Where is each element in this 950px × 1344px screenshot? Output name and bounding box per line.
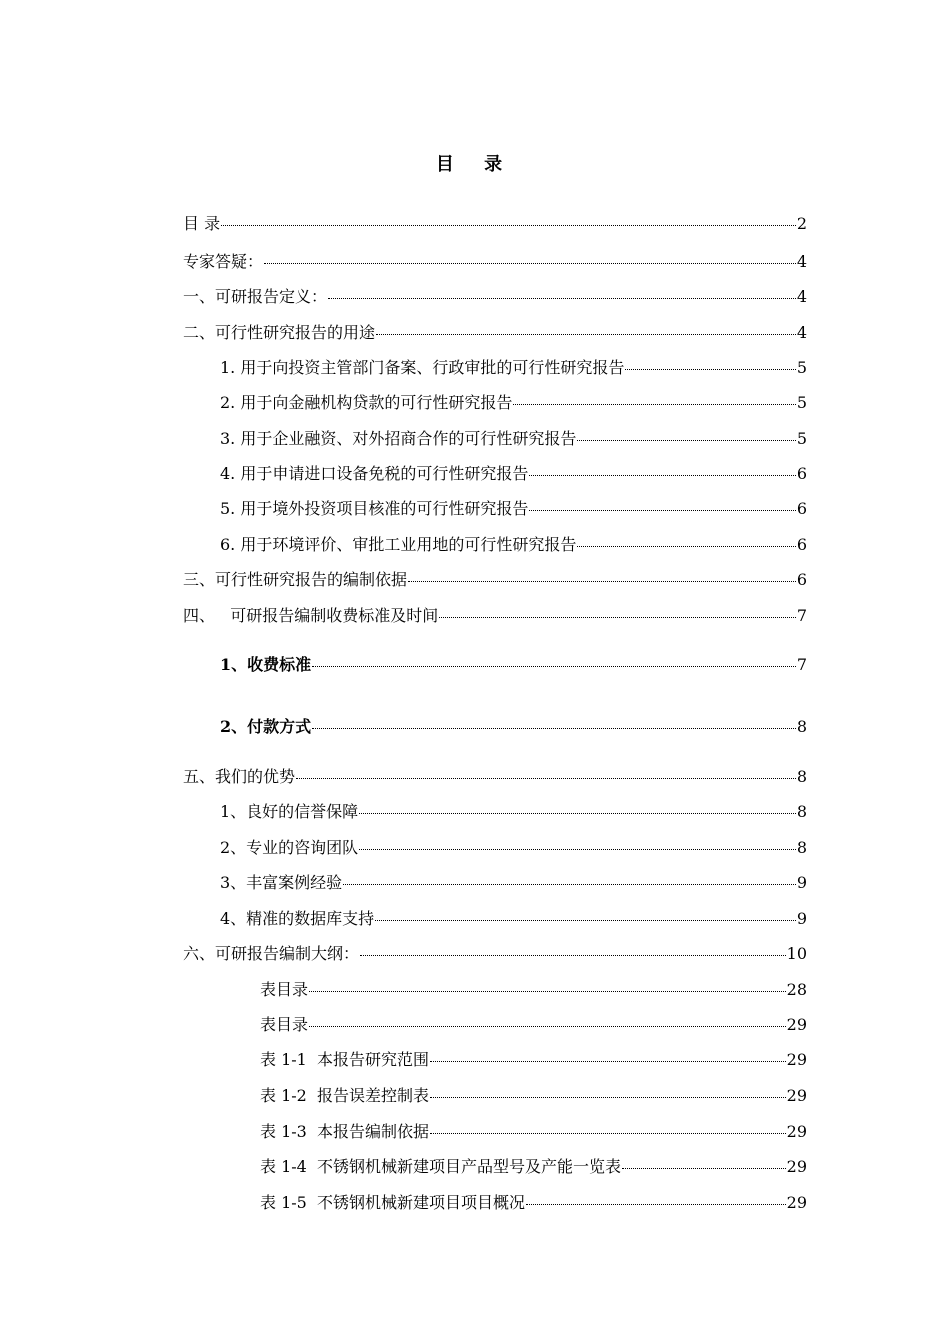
toc-entry[interactable] (260, 1048, 807, 1072)
toc-entry-page: 5 (796, 358, 807, 377)
toc-entry-label: 4. 用于申请进口设备免税的可行性研究报告 (220, 464, 529, 483)
toc-entry-page: 8 (796, 717, 807, 736)
toc-entry[interactable] (183, 568, 807, 592)
toc-entry-page: 28 (786, 980, 807, 999)
toc-entry[interactable] (220, 871, 807, 895)
dot-leader (526, 1188, 786, 1205)
toc-entry[interactable] (220, 391, 807, 415)
toc-entry-page: 5 (796, 429, 807, 448)
toc-entry[interactable] (220, 836, 807, 860)
dot-leader (430, 1081, 786, 1098)
toc-entry-label: 专家答疑： (183, 252, 264, 271)
toc-entry-page: 9 (796, 909, 807, 928)
toc-entry-label: 目 录 (183, 214, 221, 233)
toc-entry-page: 7 (796, 655, 807, 674)
dot-leader (312, 650, 796, 667)
toc-entry-page: 2 (796, 214, 807, 233)
dot-leader (221, 209, 796, 226)
dot-leader (309, 975, 786, 992)
dot-leader (439, 601, 796, 618)
toc-entry-label: 1、收费标准 (220, 655, 312, 674)
toc-entry-page: 4 (796, 323, 807, 342)
toc-entry-label: 三、可行性研究报告的编制依据 (183, 570, 408, 589)
toc-entry-page: 4 (796, 287, 807, 306)
toc-entry-label: 二、可行性研究报告的用途 (183, 323, 376, 342)
toc-entry-page: 4 (796, 252, 807, 271)
dot-leader (360, 939, 786, 956)
toc-entry-page: 29 (786, 1122, 807, 1141)
toc-entry[interactable] (260, 1120, 807, 1144)
toc-entry[interactable] (260, 1013, 807, 1037)
toc-entry[interactable] (260, 978, 807, 1002)
dot-leader (622, 1152, 786, 1169)
toc-entry-label: 2. 用于向金融机构贷款的可行性研究报告 (220, 393, 513, 412)
dot-leader (430, 1045, 786, 1062)
toc-entry-page: 29 (786, 1086, 807, 1105)
toc-entry[interactable] (260, 1155, 807, 1179)
toc-entry-label: 5. 用于境外投资项目核准的可行性研究报告 (220, 499, 529, 518)
toc-entry[interactable] (183, 285, 807, 309)
toc-entry[interactable] (260, 1191, 807, 1215)
toc-entry-label: 四、 可研报告编制收费标准及时间 (183, 606, 439, 625)
toc-entry[interactable] (183, 942, 807, 966)
dot-leader (529, 459, 795, 476)
dot-leader (430, 1117, 786, 1134)
toc-entry-page: 6 (796, 499, 807, 518)
dot-leader (625, 353, 795, 370)
toc-entry-label: 六、可研报告编制大纲： (183, 944, 360, 963)
dot-leader (328, 282, 796, 299)
toc-entry-label: 表 1-4 不锈钢机械新建项目产品型号及产能一览表 (260, 1157, 622, 1176)
toc-entry-page: 8 (796, 767, 807, 786)
toc-entry-page: 6 (796, 464, 807, 483)
toc-entry-label: 表 1-2 报告误差控制表 (260, 1086, 430, 1105)
dot-leader (577, 530, 795, 547)
toc-entry-label: 3. 用于企业融资、对外招商合作的可行性研究报告 (220, 429, 577, 448)
toc-entry-label: 6. 用于环境评价、审批工业用地的可行性研究报告 (220, 535, 577, 554)
dot-leader (376, 318, 796, 335)
dot-leader (375, 904, 796, 921)
dot-leader (529, 494, 795, 511)
dot-leader (264, 247, 796, 264)
toc-entry-label: 4、精准的数据库支持 (220, 909, 375, 928)
dot-leader (359, 833, 796, 850)
toc-entry-label: 表 1-3 本报告编制依据 (260, 1122, 430, 1141)
toc-entry-label: 1、良好的信誉保障 (220, 802, 359, 821)
dot-leader (343, 868, 796, 885)
toc-entry[interactable] (220, 907, 807, 931)
toc-entry[interactable] (183, 250, 807, 274)
toc-entry-label: 表 1-1 本报告研究范围 (260, 1050, 430, 1069)
toc-entry-label: 1. 用于向投资主管部门备案、行政审批的可行性研究报告 (220, 358, 625, 377)
toc-entry-label: 一、可研报告定义： (183, 287, 328, 306)
toc-entry[interactable] (183, 604, 807, 628)
toc-entry[interactable] (220, 356, 807, 380)
toc-entry-page: 6 (796, 570, 807, 589)
dot-leader (408, 565, 796, 582)
toc-entry-label: 3、丰富案例经验 (220, 873, 343, 892)
toc-entry[interactable] (220, 653, 807, 677)
toc-entry[interactable] (220, 715, 807, 739)
toc-entry[interactable] (220, 462, 807, 486)
toc-entry-page: 8 (796, 838, 807, 857)
toc-title: 目 录 (435, 154, 515, 175)
toc-entry-label: 表 1-5 不锈钢机械新建项目项目概况 (260, 1193, 526, 1212)
dot-leader (359, 797, 796, 814)
toc-entry-page: 6 (796, 535, 807, 554)
toc-entry[interactable] (183, 212, 807, 236)
toc-entry[interactable] (220, 533, 807, 557)
dot-leader (309, 1010, 786, 1027)
toc-entry-page: 10 (786, 944, 807, 963)
toc-entry[interactable] (183, 321, 807, 345)
toc-entry-label: 表目录 (260, 1015, 309, 1034)
dot-leader (296, 762, 796, 779)
toc-entry-page: 29 (786, 1015, 807, 1034)
toc-entry-page: 5 (796, 393, 807, 412)
toc-entry-label: 2、付款方式 (220, 717, 312, 736)
toc-entry-page: 29 (786, 1050, 807, 1069)
toc-entry-page: 29 (786, 1157, 807, 1176)
dot-leader (312, 712, 796, 729)
toc-entry[interactable] (220, 497, 807, 521)
toc-entry-label: 2、专业的咨询团队 (220, 838, 359, 857)
toc-entry-page: 7 (796, 606, 807, 625)
toc-entry[interactable] (220, 800, 807, 824)
toc-entry-label: 表目录 (260, 980, 309, 999)
toc-entry[interactable] (220, 427, 807, 451)
dot-leader (577, 424, 795, 441)
toc-entry-page: 9 (796, 873, 807, 892)
toc-entry[interactable] (260, 1084, 807, 1108)
dot-leader (513, 388, 795, 405)
toc-entry[interactable] (183, 765, 807, 789)
toc-entry-page: 29 (786, 1193, 807, 1212)
toc-entry-page: 8 (796, 802, 807, 821)
toc-entry-label: 五、我们的优势 (183, 767, 296, 786)
